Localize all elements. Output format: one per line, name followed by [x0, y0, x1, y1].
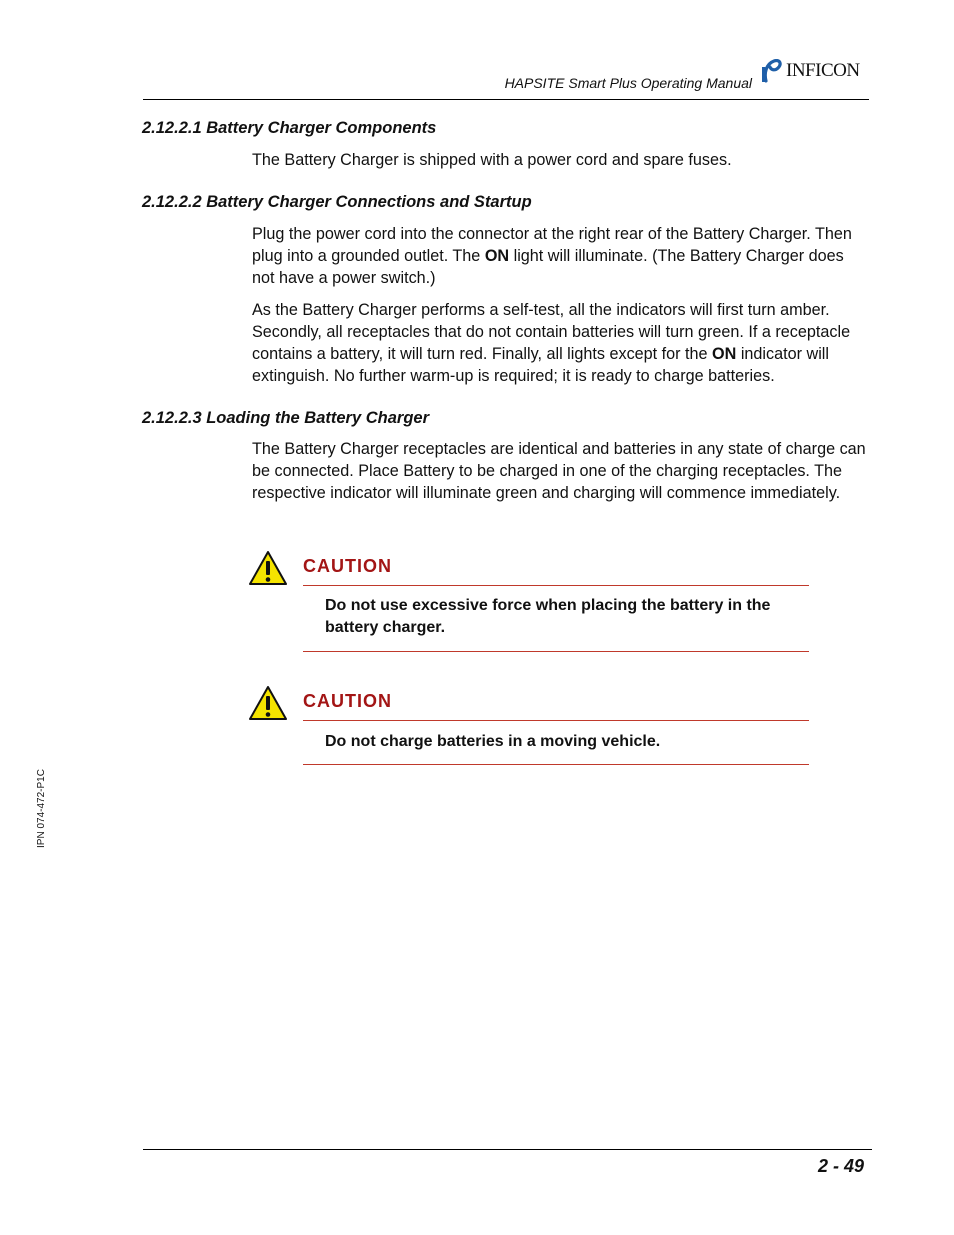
caution-top-rule — [303, 720, 809, 721]
bold-on-label: ON — [712, 345, 737, 363]
section-heading-connections: 2.12.2.2 Battery Charger Connections and Startup — [142, 193, 532, 211]
logo-text: INFICON — [786, 60, 860, 81]
ipn-side-label: IPN 074-472-P1C — [36, 769, 47, 848]
bold-on-label: ON — [484, 247, 510, 265]
page-number: 2 - 49 — [817, 1156, 864, 1176]
inficon-logo-mark-icon — [760, 59, 782, 83]
caution-text: Do not charge batteries in a moving vehicle. — [325, 733, 661, 750]
section-heading-components: 2.12.2.1 Battery Charger Components — [142, 119, 437, 137]
paragraph-loading: The Battery Charger receptacles are identical and batteries in any state of charge can be connected. Place Battery to be charged in one of the charging receptacles. The respective indicator will illuminate green and charging will commence immediately. — [252, 440, 866, 502]
paragraph-connections-1: Plug the power cord into the connector at the right rear of the Battery Charger. Then plug into a grounded outlet. The ON light will illuminate. (The Battery Charger does not have a power switch.) — [252, 225, 852, 287]
section-heading-loading: 2.12.2.3 Loading the Battery Charger — [142, 409, 430, 427]
caution-top-rule — [303, 585, 809, 586]
footer-rule — [143, 1149, 872, 1150]
caution-bottom-rule — [303, 764, 809, 765]
manual-title: HAPSITE Smart Plus Operating Manual — [504, 75, 752, 91]
warning-triangle-icon — [248, 550, 288, 586]
paragraph-connections-2: As the Battery Charger performs a self-test, all the indicators will first turn amber. Secondly, all receptacles that do not contain batteries will turn green. If a receptacle contains a battery, it will turn red. Finally, all lights except for the ON indicator will extinguish. No further warm-up is required; it is ready to charge batteries. — [252, 301, 851, 385]
inficon-logo — [760, 58, 860, 84]
header-rule — [143, 99, 869, 100]
paragraph-components: The Battery Charger is shipped with a power cord and spare fuses. — [252, 151, 732, 169]
warning-triangle-icon — [248, 685, 288, 721]
caution-title: CAUTION — [303, 691, 392, 711]
caution-text: Do not use excessive force when placing the battery in the battery charger. — [325, 597, 771, 636]
caution-bottom-rule — [303, 651, 809, 652]
caution-title: CAUTION — [303, 556, 392, 576]
